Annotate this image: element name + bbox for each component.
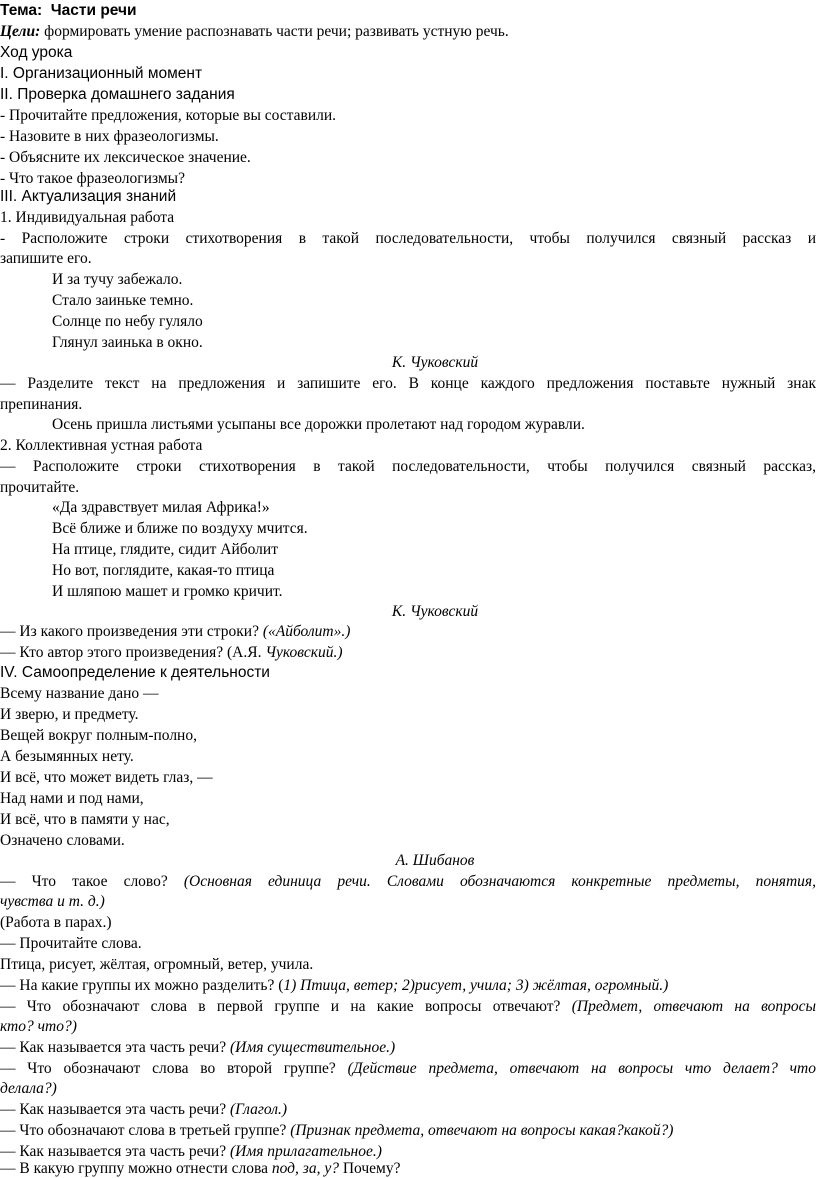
qa-line <box>0 1038 395 1057</box>
question: — На какие группы их можно разделить? ( <box>0 977 284 994</box>
section-2-title: II. Проверка домашнего задания <box>0 86 235 103</box>
answer-continued: кто? что?) <box>0 1018 77 1035</box>
answer: 1) Птица, ветер; 2)рисует, учила; 3) жёлтая, огромный.) <box>283 977 669 994</box>
instruction: — Прочитайте слова. <box>0 935 142 952</box>
poem-line: Стало заиньке темно. <box>52 292 194 309</box>
poem-line: «Да здравствует милая Африка!» <box>52 499 270 516</box>
poem-line: И шляпою машет и громко кричит. <box>52 583 283 600</box>
topic-title: Части речи <box>50 2 137 19</box>
question: — Как называется эта часть речи? <box>0 1143 227 1160</box>
question: — Кто автор этого произведения? (А.Я. <box>0 644 262 661</box>
qa-line <box>0 622 350 641</box>
topic-label: Тема: <box>0 2 43 19</box>
question: — Что обозначают слова в первой группе и на какие вопросы отвечают? <box>0 998 561 1015</box>
answer: Чуковский.) <box>265 644 343 661</box>
goals-line <box>0 22 509 41</box>
answer: (Основная единица речи. Словами обозначаются конкретные предметы, понятия, <box>183 873 816 890</box>
answer: («Айболит».) <box>262 623 351 640</box>
task-text: — Разделите текст на предложения и запишите его. В конце каждого предложения поставьте нужный знак <box>0 375 816 392</box>
qa-line <box>0 1121 673 1140</box>
example-words: под, за, у? <box>271 1160 339 1177</box>
poem-line: На птице, глядите, сидит Айболит <box>52 541 278 558</box>
qa-line <box>0 1159 401 1178</box>
note: (Работа в парах.) <box>0 914 112 931</box>
qa-line <box>0 1059 816 1078</box>
poem-line: Всё ближе и ближе по воздуху мчится. <box>52 520 308 537</box>
task-text: - Расположите строки стихотворения в такой последовательности, чтобы получился связный рассказ и <box>0 230 816 247</box>
subsection-individual: 1. Индивидуальная работа <box>0 209 175 226</box>
topic-line <box>0 1 137 20</box>
question: — Как называется эта часть речи? <box>0 1101 227 1118</box>
goals-text: формировать умение распознавать части речи; развивать устную речь. <box>44 23 509 40</box>
poem-line: Солнце по небу гуляло <box>52 313 203 330</box>
section-1-title: I. Организационный момент <box>0 65 203 82</box>
qa-line <box>0 997 816 1016</box>
answer: (Действие предмета, отвечают на вопросы что делает? что <box>347 1060 816 1077</box>
answer: (Признак предмета, отвечают на вопросы какая?какой?) <box>290 1122 674 1139</box>
answer: (Имя существительное.) <box>229 1039 396 1056</box>
homework-question: - Объясните их лексическое значение. <box>0 149 251 166</box>
task-text: — Расположите строки стихотворения в такой последовательности, чтобы получился связный рассказ, <box>0 458 816 475</box>
section-4-title: IV. Самоопределение к деятельности <box>0 664 270 681</box>
answer: (Предмет, отвечают на вопросы <box>571 998 816 1015</box>
task-text: препинания. <box>0 396 83 413</box>
poem-author: А. Шибанов <box>395 852 475 869</box>
poem-author: К. Чуковский <box>391 354 479 371</box>
task-text: прочитайте. <box>0 479 80 496</box>
answer: (Имя прилагательное.) <box>229 1143 382 1160</box>
qa-line <box>0 643 343 662</box>
qa-line <box>0 1100 287 1119</box>
question-end: Почему? <box>342 1160 401 1177</box>
exercise-text: Осень пришла листьями усыпаны все дорожки пролетают над городом журавли. <box>52 416 585 433</box>
question: — Что обозначают слова в третьей группе? <box>0 1122 287 1139</box>
question: — Как называется эта часть речи? <box>0 1039 227 1056</box>
qa-line <box>0 976 668 995</box>
poem-line: И всё, что в памяти у нас, <box>0 811 170 828</box>
question: — Что такое слово? <box>0 873 168 890</box>
question: — Что обозначают слова во второй группе? <box>0 1060 336 1077</box>
poem-line: Означено словами. <box>0 832 125 849</box>
poem-line: И зверю, и предмету. <box>0 706 139 723</box>
answer: (Глагол.) <box>229 1101 288 1118</box>
question: — В какую группу можно отнести слова <box>0 1160 269 1177</box>
answer-continued: делала?) <box>0 1080 57 1097</box>
question: — Из какого произведения эти строки? <box>0 623 259 640</box>
homework-question: - Что такое фразеологизмы? <box>0 170 185 187</box>
word-list: Птица, рисует, жёлтая, огромный, ветер, учила. <box>0 956 314 973</box>
course-heading: Ход урока <box>0 44 73 61</box>
section-3-title: III. Актуализация знаний <box>0 188 177 205</box>
poem-line: А безымянных нету. <box>0 748 134 765</box>
poem-line: Но вот, поглядите, какая-то птица <box>52 562 275 579</box>
homework-question: - Назовите в них фразеологизмы. <box>0 128 219 145</box>
answer-continued: чувства и т. д.) <box>0 893 105 910</box>
poem-line: И всё, что может видеть глаз, — <box>0 769 213 786</box>
qa-line <box>0 872 816 891</box>
task-text: запишите его. <box>0 250 92 267</box>
poem-line: Вещей вокруг полным-полно, <box>0 727 197 744</box>
poem-author: К. Чуковский <box>391 603 479 620</box>
poem-line: Над нами и под нами, <box>0 790 144 807</box>
poem-line: И за тучу забежало. <box>52 271 183 288</box>
homework-question: - Прочитайте предложения, которые вы составили. <box>0 107 337 124</box>
subsection-collective: 2. Коллективная устная работа <box>0 437 203 454</box>
poem-line: Всему название дано — <box>0 685 159 702</box>
goals-label: Цели: <box>0 23 41 40</box>
poem-line: Глянул заинька в окно. <box>52 334 203 351</box>
